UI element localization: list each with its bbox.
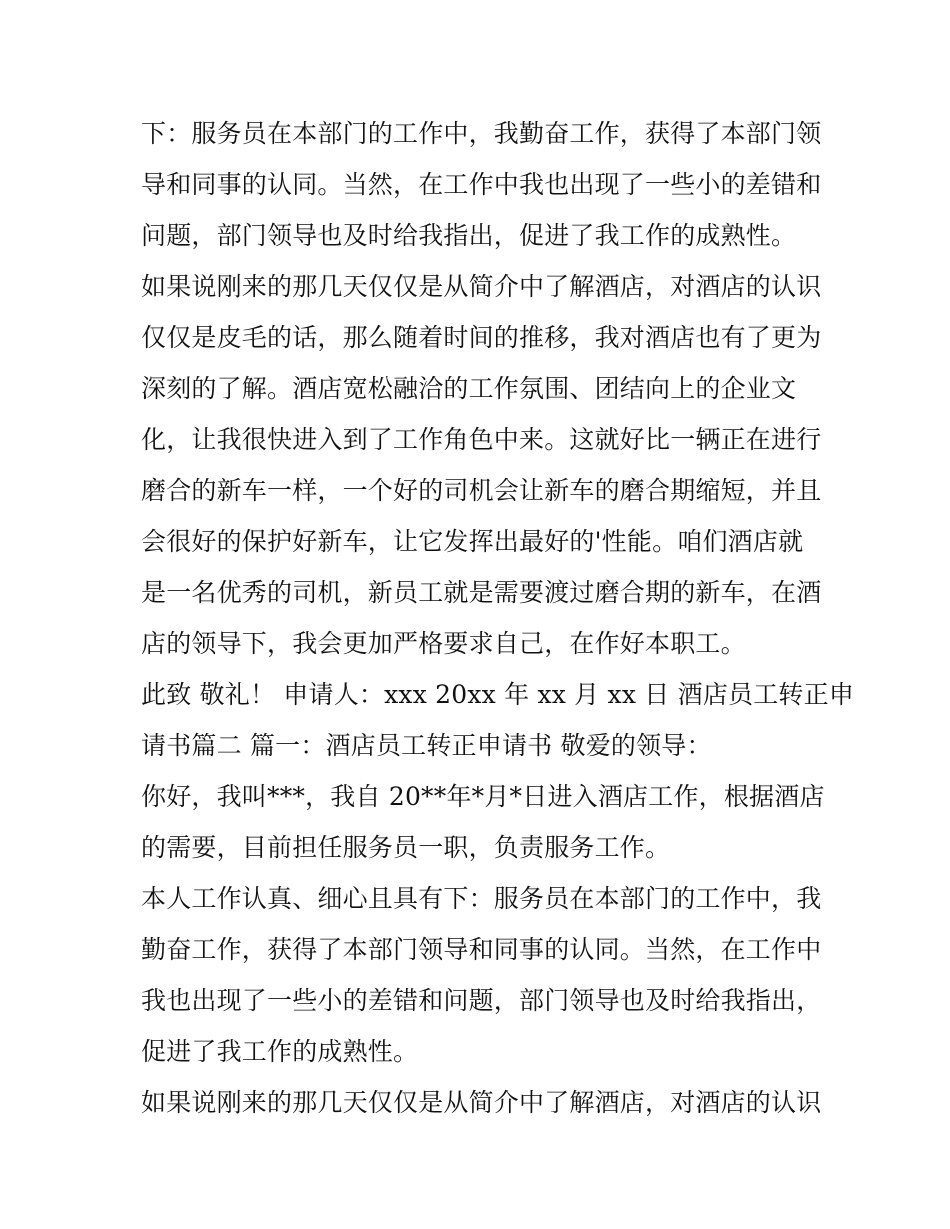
text-line: 你好，我叫***，我自 20**年*月*日进入酒店工作，根据酒店	[141, 782, 825, 811]
text-line: 店的领导下，我会更加严格要求自己，在作好本职工。	[141, 629, 746, 658]
text-line: 勤奋工作，获得了本部门领导和同事的认同。当然，在工作中	[141, 935, 822, 964]
text-line: 本人工作认真、细心且具有下：服务员在本部门的工作中，我	[141, 884, 822, 913]
text-line: 导和同事的认同。当然，在工作中我也出现了一些小的差错和	[141, 170, 822, 199]
text-line: 化，让我很快进入到了工作角色中来。这就好比一辆正在进行	[141, 425, 822, 454]
text-line: 是一名优秀的司机，新员工就是需要渡过磨合期的新车，在酒	[141, 578, 822, 607]
text-line: 如果说刚来的那几天仅仅是从简介中了解酒店，对酒店的认识	[141, 272, 822, 301]
body-text	[141, 108, 855, 1128]
text-line: 如果说刚来的那几天仅仅是从简介中了解酒店，对酒店的认识	[141, 1088, 822, 1117]
text-line: 下：服务员在本部门的工作中，我勤奋工作，获得了本部门领	[141, 119, 822, 148]
text-line: 磨合的新车一样，一个好的司机会让新车的磨合期缩短，并且	[141, 476, 822, 505]
text-line: 我也出现了一些小的差错和问题，部门领导也及时给我指出，	[141, 986, 822, 1015]
text-line: 此致 敬礼！ 申请人：xxx 20xx 年 xx 月 xx 日 酒店员工转正申	[141, 680, 855, 709]
text-line: 的需要，目前担任服务员一职，负责服务工作。	[141, 833, 671, 862]
text-line: 仅仅是皮毛的话，那么随着时间的推移，我对酒店也有了更为	[141, 323, 822, 352]
text-line: 问题，部门领导也及时给我指出，促进了我工作的成熟性。	[141, 221, 797, 250]
text-line: 请书篇二 篇一：酒店员工转正申请书 敬爱的领导：	[141, 731, 712, 760]
text-line: 促进了我工作的成熟性。	[141, 1037, 419, 1066]
text-line: 会很好的保护好新车，让它发挥出最好的'性能。咱们酒店就	[141, 527, 804, 556]
text-line: 深刻的了解。酒店宽松融洽的工作氛围、团结向上的企业文	[141, 374, 797, 403]
